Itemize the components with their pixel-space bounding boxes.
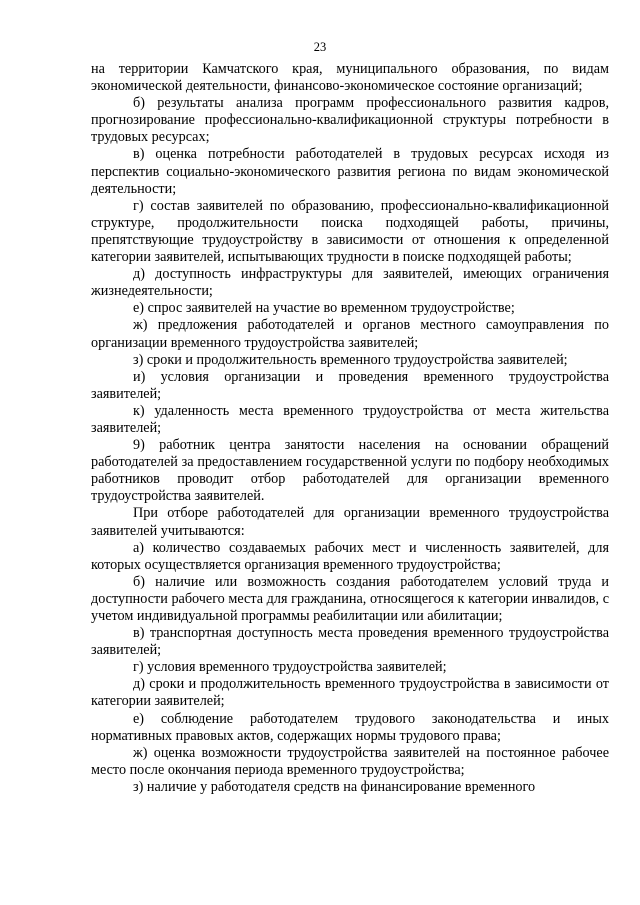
- numbered-item-9: 9) работник центра занятости населения на основании обращений работодателей за предоставлением государственной услуги по подбору необходимых работников проводит отбор работодателей для организации временного трудоустройства заявителей.: [91, 437, 609, 505]
- list-item-e: е) спрос заявителей на участие во временном трудоустройстве;: [133, 300, 515, 317]
- criteria-item-e: е) соблюдение работодателем трудового законодательства и иных нормативных правовых актов, содержащих нормы трудового права;: [91, 710, 609, 744]
- list-item-i: и) условия организации и проведения временного трудоустройства заявителей;: [91, 368, 609, 402]
- criteria-item-d: д) сроки и продолжительность временного трудоустройства в зависимости от категории заявителей;: [91, 676, 609, 710]
- list-item-v: в) оценка потребности работодателей в трудовых ресурсах исходя из перспектив социально-экономического развития региона по видам экономической деятельности;: [91, 146, 609, 197]
- document-body: [91, 61, 609, 796]
- paragraph-continuation: на территории Камчатского края, муниципального образования, по видам экономической деятельности, финансово-экономическое состояние организаций;: [91, 61, 609, 95]
- list-item-z: з) сроки и продолжительность временного трудоустройства заявителей;: [133, 351, 568, 368]
- criteria-item-g: г) условия временного трудоустройства заявителей;: [133, 659, 447, 676]
- list-item-g: г) состав заявителей по образованию, профессионально-квалификационной структуре, продолжительности поиска подходящей работы, причины, препятствующие трудоустройству в зависимости от отношения к определенной категории заявителей, испытывающих трудности в поиске подходящей работы;: [91, 197, 609, 266]
- page-number: 23: [313, 40, 327, 54]
- list-item-d: д) доступность инфраструктуры для заявителей, имеющих ограничения жизнедеятельности;: [91, 266, 609, 300]
- list-item-k: к) удаленность места временного трудоустройства от места жительства заявителей;: [91, 402, 609, 436]
- list-item-b: б) результаты анализа программ профессионального развития кадров, прогнозирование профессионально-квалификационной структуры потребности в трудовых ресурсах;: [91, 95, 609, 146]
- criteria-item-b: б) наличие или возможность создания работодателем условий труда и доступности рабочего места для гражданина, относящегося к категории инвалидов, с учетом индивидуальной программы реабилитации или абилитации;: [91, 573, 609, 624]
- list-item-zh: ж) предложения работодателей и органов местного самоуправления по организации временного трудоустройства заявителей;: [91, 317, 609, 351]
- criteria-item-zh: ж) оценка возможности трудоустройства заявителей на постоянное рабочее место после окончания периода временного трудоустройства;: [91, 744, 609, 778]
- criteria-item-v: в) транспортная доступность места проведения временного трудоустройства заявителей;: [91, 625, 609, 659]
- criteria-item-a: а) количество создаваемых рабочих мест и численность заявителей, для которых осуществляется организация временного трудоустройства;: [91, 539, 609, 573]
- paragraph-selection-intro: При отборе работодателей для организации временного трудоустройства заявителей учитываются:: [91, 505, 609, 539]
- criteria-item-z: з) наличие у работодателя средств на финансирование временного: [133, 778, 536, 795]
